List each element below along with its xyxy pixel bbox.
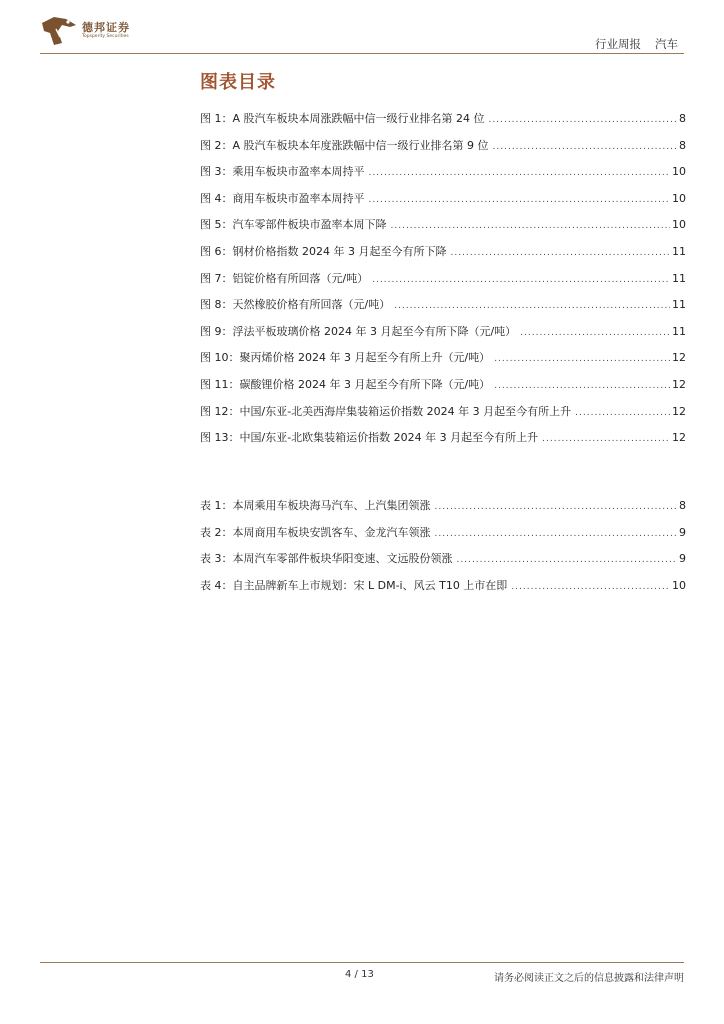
toc-entry-table-3[interactable] bbox=[200, 550, 686, 577]
toc-entry-figure-2[interactable] bbox=[200, 137, 686, 164]
toc-entry-page: 10 bbox=[672, 191, 686, 205]
toc-entry-table-4[interactable] bbox=[200, 577, 686, 604]
report-sector: 汽车 bbox=[655, 37, 678, 51]
toc-entry-page: 11 bbox=[672, 271, 686, 285]
toc-entry-figure-5[interactable] bbox=[200, 216, 686, 243]
leader-dots bbox=[450, 248, 670, 258]
leader-dots bbox=[372, 275, 670, 285]
leader-dots bbox=[394, 301, 670, 311]
footer-divider bbox=[40, 962, 684, 963]
page-number: 4 / 13 bbox=[345, 969, 374, 980]
toc-entry-page: 8 bbox=[679, 499, 686, 512]
toc-entry-page: 11 bbox=[672, 324, 686, 338]
toc-entry-label: 图 3：乘用车板块市盈率本周持平 bbox=[200, 165, 365, 179]
toc-entry-figure-4[interactable] bbox=[200, 190, 686, 217]
toc-entry-label: 图 11：碳酸锂价格 2024 年 3 月起至今有所下降（元/吨） bbox=[200, 377, 491, 391]
leader-dots bbox=[520, 328, 670, 338]
leader-dots bbox=[494, 381, 670, 391]
leader-dots bbox=[575, 408, 670, 418]
leader-dots bbox=[493, 142, 677, 152]
toc-entry-label: 表 1：本周乘用车板块海马汽车、上汽集团领涨 bbox=[200, 499, 431, 512]
toc-entry-label: 图 1：A 股汽车板块本周涨跌幅中信一级行业排名第 24 位 bbox=[200, 112, 485, 125]
company-logo bbox=[40, 15, 132, 47]
toc-entry-label: 图 10：聚丙烯价格 2024 年 3 月起至今有所上升（元/吨） bbox=[200, 351, 491, 365]
leader-dots bbox=[369, 195, 671, 205]
toc-entry-label: 图 4：商用车板块市盈率本周持平 bbox=[200, 191, 365, 205]
toc-entry-table-1[interactable] bbox=[200, 497, 686, 524]
toc-entry-page: 12 bbox=[672, 351, 686, 365]
leader-dots bbox=[489, 115, 677, 125]
toc-entry-page: 10 bbox=[672, 578, 686, 592]
toc-entry-figure-10[interactable] bbox=[200, 349, 686, 376]
toc-entry-label: 图 9：浮法平板玻璃价格 2024 年 3 月起至今有所下降（元/吨） bbox=[200, 324, 517, 338]
leader-dots bbox=[457, 555, 678, 565]
toc-entry-figure-13[interactable] bbox=[200, 429, 686, 456]
toc-entry-figure-1[interactable] bbox=[200, 110, 686, 137]
header-tags bbox=[595, 36, 678, 52]
figure-list bbox=[200, 110, 686, 456]
toc-entry-label: 图 8：天然橡胶价格有所回落（元/吨） bbox=[200, 298, 391, 312]
toc-entry-figure-6[interactable] bbox=[200, 243, 686, 270]
leader-dots bbox=[435, 529, 678, 539]
legal-disclaimer: 请务必阅读正文之后的信息披露和法律声明 bbox=[494, 973, 684, 984]
toc-entry-figure-8[interactable] bbox=[200, 296, 686, 323]
toc-entry-figure-3[interactable] bbox=[200, 163, 686, 190]
logo-name: 德邦证券 bbox=[82, 21, 130, 34]
report-category: 行业周报 bbox=[595, 37, 641, 51]
leader-dots bbox=[511, 582, 670, 592]
toc-entry-page: 12 bbox=[672, 431, 686, 445]
toc-entry-label: 图 5：汽车零部件板块市盈率本周下降 bbox=[200, 218, 387, 232]
leader-dots bbox=[435, 502, 678, 512]
toc-entry-page: 10 bbox=[672, 165, 686, 179]
toc-entry-page: 11 bbox=[672, 298, 686, 312]
logo-subtitle: Topsperity Securities bbox=[82, 34, 129, 39]
toc-entry-figure-7[interactable] bbox=[200, 270, 686, 297]
toc-entry-table-2[interactable] bbox=[200, 524, 686, 551]
toc-entry-page: 11 bbox=[672, 244, 686, 258]
page-title: 图表目录 bbox=[200, 72, 276, 93]
toc-entry-figure-9[interactable] bbox=[200, 323, 686, 350]
leader-dots bbox=[369, 168, 671, 178]
toc-entry-label: 图 7：铝锭价格有所回落（元/吨） bbox=[200, 271, 369, 285]
toc-entry-page: 8 bbox=[679, 138, 686, 152]
toc-entry-label: 表 3：本周汽车零部件板块华阳变速、文远股份领涨 bbox=[200, 552, 453, 566]
toc-entry-figure-11[interactable] bbox=[200, 376, 686, 403]
header-divider bbox=[40, 53, 684, 54]
toc-entry-label: 图 13：中国/东亚-北欧集装箱运价指数 2024 年 3 月起至今有所上升 bbox=[200, 431, 539, 445]
logo-mark-icon bbox=[40, 15, 78, 47]
toc-entry-page: 12 bbox=[672, 377, 686, 391]
toc-entry-page: 12 bbox=[672, 404, 686, 418]
toc-entry-page: 8 bbox=[679, 112, 686, 125]
toc-entry-label: 表 4：自主品牌新车上市规划：宋 L DM-i、风云 T10 上市在即 bbox=[200, 578, 508, 592]
toc-entry-figure-12[interactable] bbox=[200, 403, 686, 430]
toc-entry-label: 图 2：A 股汽车板块本年度涨跌幅中信一级行业排名第 9 位 bbox=[200, 138, 489, 152]
leader-dots bbox=[542, 434, 670, 444]
toc-entry-page: 9 bbox=[679, 525, 686, 539]
toc-entry-label: 图 6：钢材价格指数 2024 年 3 月起至今有所下降 bbox=[200, 244, 447, 258]
table-list bbox=[200, 497, 686, 603]
toc-entry-page: 10 bbox=[672, 218, 686, 232]
toc-entry-label: 表 2：本周商用车板块安凯客车、金龙汽车领涨 bbox=[200, 525, 431, 539]
toc-entry-label: 图 12：中国/东亚-北美西海岸集装箱运价指数 2024 年 3 月起至今有所上升 bbox=[200, 404, 572, 418]
leader-dots bbox=[391, 221, 671, 231]
leader-dots bbox=[494, 354, 670, 364]
page-header bbox=[0, 0, 724, 52]
toc-entry-page: 9 bbox=[679, 552, 686, 566]
